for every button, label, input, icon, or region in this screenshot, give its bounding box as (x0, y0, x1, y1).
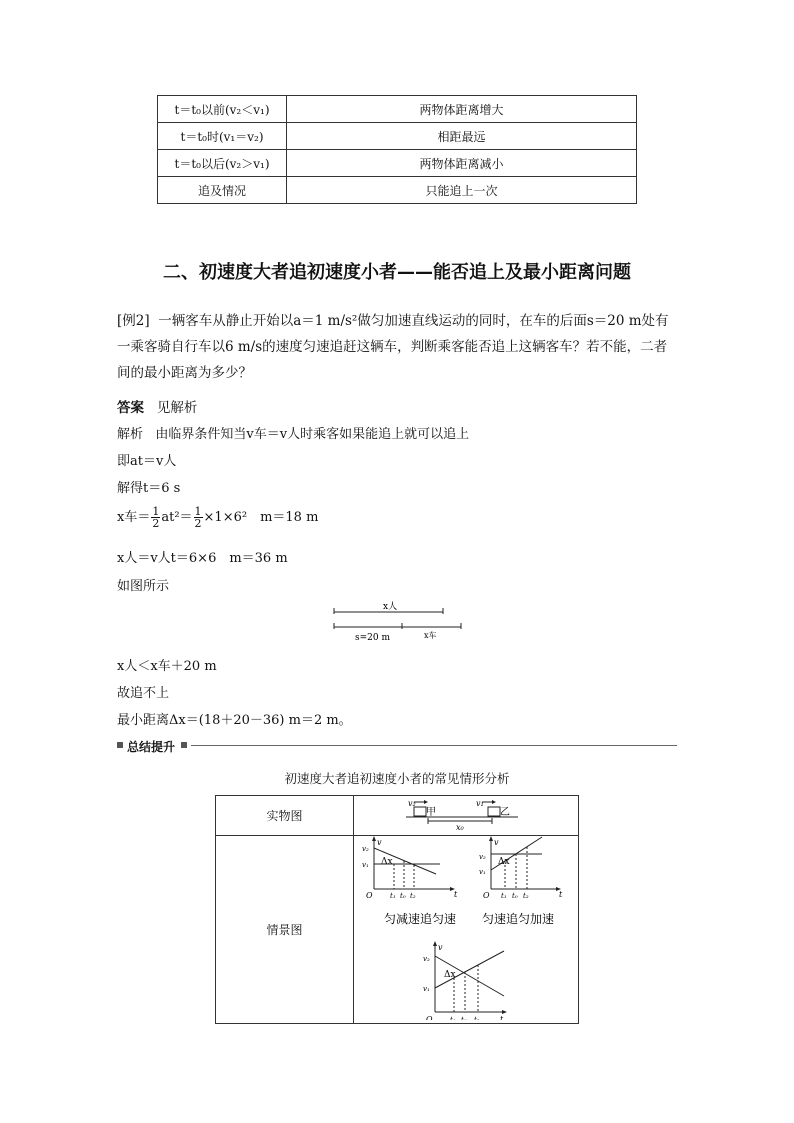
arrow-head-icon (372, 836, 376, 841)
t0-label: t₀ (512, 892, 518, 900)
analysis-line-2: 即at＝v人 (117, 454, 177, 469)
formula-part: at²＝ (161, 510, 193, 525)
square-bullet-icon (181, 742, 187, 748)
graph-crossing (423, 941, 507, 1020)
row-label-scene: 情景图 (216, 836, 354, 1024)
case-analysis-table (215, 795, 579, 1024)
formula-part: ×1×6² m＝18 m (203, 510, 319, 525)
analysis-line-8: 故追不上 (117, 686, 170, 701)
v1-tick-label: v₁ (362, 861, 369, 869)
t2-label: t₂ (474, 1016, 480, 1020)
origin-label: O (366, 891, 373, 900)
arrow-head-icon (502, 1010, 507, 1014)
table-cell: 两物体距离增大 (287, 96, 637, 123)
x-person-label: x人 (383, 602, 398, 612)
summary-bar (117, 739, 677, 753)
section-title: 二、初速度大者追初速度小者——能否追上及最小距离问题 (163, 262, 631, 283)
answer-label: 答案 (117, 400, 144, 416)
table-cell: t＝t₀时(v₁＝v₂) (158, 123, 287, 150)
axis-label-t: t (454, 890, 458, 899)
example-text: 一辆客车从静止开始以a＝1 m/s²做匀加速直线运动的同时，在车的后面s＝20 m处有一乘客骑自行车以6 m/s的速度匀速追赶这辆车，判断乘客能否追上这辆客车？若不能，二者间的最小距离为多少？ (117, 313, 669, 381)
fraction (194, 506, 203, 529)
table-row (216, 796, 579, 836)
t0-label: t₀ (461, 1016, 467, 1020)
table-cell: 追及情况 (158, 177, 287, 204)
v1-label: v₁ (476, 799, 484, 808)
motion-state-table (157, 95, 637, 204)
caption-right: 匀速追匀加速 (482, 912, 555, 926)
car-a-label: 甲 (426, 807, 436, 818)
t2-label: t₂ (410, 892, 416, 900)
analysis-line-9: 最小距离Δx＝(18＋20－36) m＝2 m。 (117, 713, 352, 728)
scene-cell (354, 796, 579, 836)
distance-diagram (325, 600, 470, 646)
graph-decel-vs-uniform (362, 836, 458, 900)
axis-label-t: t (500, 1015, 504, 1020)
table-cell: t＝t₀以后(v₂＞v₁) (158, 150, 287, 177)
v2-label: v₂ (408, 799, 416, 808)
delta-x-label: Δx (381, 857, 393, 867)
table-cell: 相距最远 (287, 123, 637, 150)
fraction-denominator: 2 (194, 517, 202, 530)
fraction-numerator: 1 (152, 505, 160, 518)
table-row (158, 96, 637, 123)
example-tag: [例2] (117, 313, 150, 329)
v1-tick-label: v₁ (479, 868, 486, 876)
answer-line (117, 396, 197, 416)
t1-label: t₁ (501, 892, 507, 900)
delta-x-label: Δx (498, 857, 510, 867)
answer-text: 见解析 (156, 400, 198, 416)
analysis-line-5: x人＝v人t＝6×6 m＝36 m (117, 551, 288, 566)
analysis-line-6: 如图所示 (117, 579, 170, 594)
analysis-text: 由临界条件知当v车＝v人时乘客如果能追上就可以追上 (155, 427, 470, 442)
car-b-body (488, 807, 500, 816)
fraction-numerator: 1 (194, 505, 202, 518)
divider (191, 745, 677, 746)
formula-part: x车＝ (117, 510, 151, 525)
fraction-denominator: 2 (152, 517, 160, 530)
origin-label: O (426, 1015, 433, 1020)
graphs-cell (354, 836, 579, 1024)
t1-label: t₁ (390, 892, 396, 900)
scene-diagram (354, 796, 578, 832)
table-cell: t＝t₀以前(v₂＜v₁) (158, 96, 287, 123)
analysis-line-1 (117, 423, 469, 442)
axis-label-v: v (494, 838, 499, 847)
car-b-label: 乙 (500, 807, 510, 818)
table-row (158, 123, 637, 150)
axis-label-v: v (377, 838, 382, 847)
fraction (151, 506, 160, 529)
arrow-head-icon (433, 941, 437, 946)
s-label: s=20 m (355, 633, 391, 643)
row-label-physical: 实物图 (216, 796, 354, 836)
graph-uniform-vs-accel (479, 836, 563, 900)
t2-label: t₂ (523, 892, 529, 900)
car-a-body (414, 807, 426, 816)
summary-title: 初速度大者追初速度小者的常见情形分析 (284, 771, 510, 786)
analysis-line-3: 解得t＝6 s (117, 481, 181, 496)
analysis-line-4 (117, 506, 318, 529)
arrow-head-icon (424, 800, 428, 804)
x0-label: x₀ (456, 823, 464, 832)
axis-label-t: t (559, 890, 563, 899)
x-car-label: x车 (424, 631, 437, 640)
v1-tick-label: v₁ (423, 985, 430, 993)
v2-tick-label: v₂ (423, 955, 430, 963)
delta-x-label: Δx (444, 970, 456, 980)
square-bullet-icon (117, 742, 123, 748)
table-cell: 只能追上一次 (287, 177, 637, 204)
table-row (158, 150, 637, 177)
arrow-head-icon (492, 800, 496, 804)
vt-graphs (354, 836, 578, 1020)
t1-label: t₁ (450, 1016, 456, 1020)
t0-label: t₀ (400, 892, 406, 900)
v2-tick-label: v₂ (362, 845, 369, 853)
table-row (216, 836, 579, 1024)
origin-label: O (483, 891, 490, 900)
table-row (158, 177, 637, 204)
analysis-label: 解析 (117, 427, 144, 442)
arrow-head-icon (489, 836, 493, 841)
v2-tick-label: v₂ (479, 853, 486, 861)
example-paragraph (117, 308, 677, 386)
summary-label: 总结提升 (127, 740, 176, 754)
axis-label-v: v (438, 943, 443, 952)
analysis-line-7: x人＜x车＋20 m (117, 659, 217, 674)
caption-left: 匀减速追匀速 (384, 912, 457, 926)
table-cell: 两物体距离减小 (287, 150, 637, 177)
